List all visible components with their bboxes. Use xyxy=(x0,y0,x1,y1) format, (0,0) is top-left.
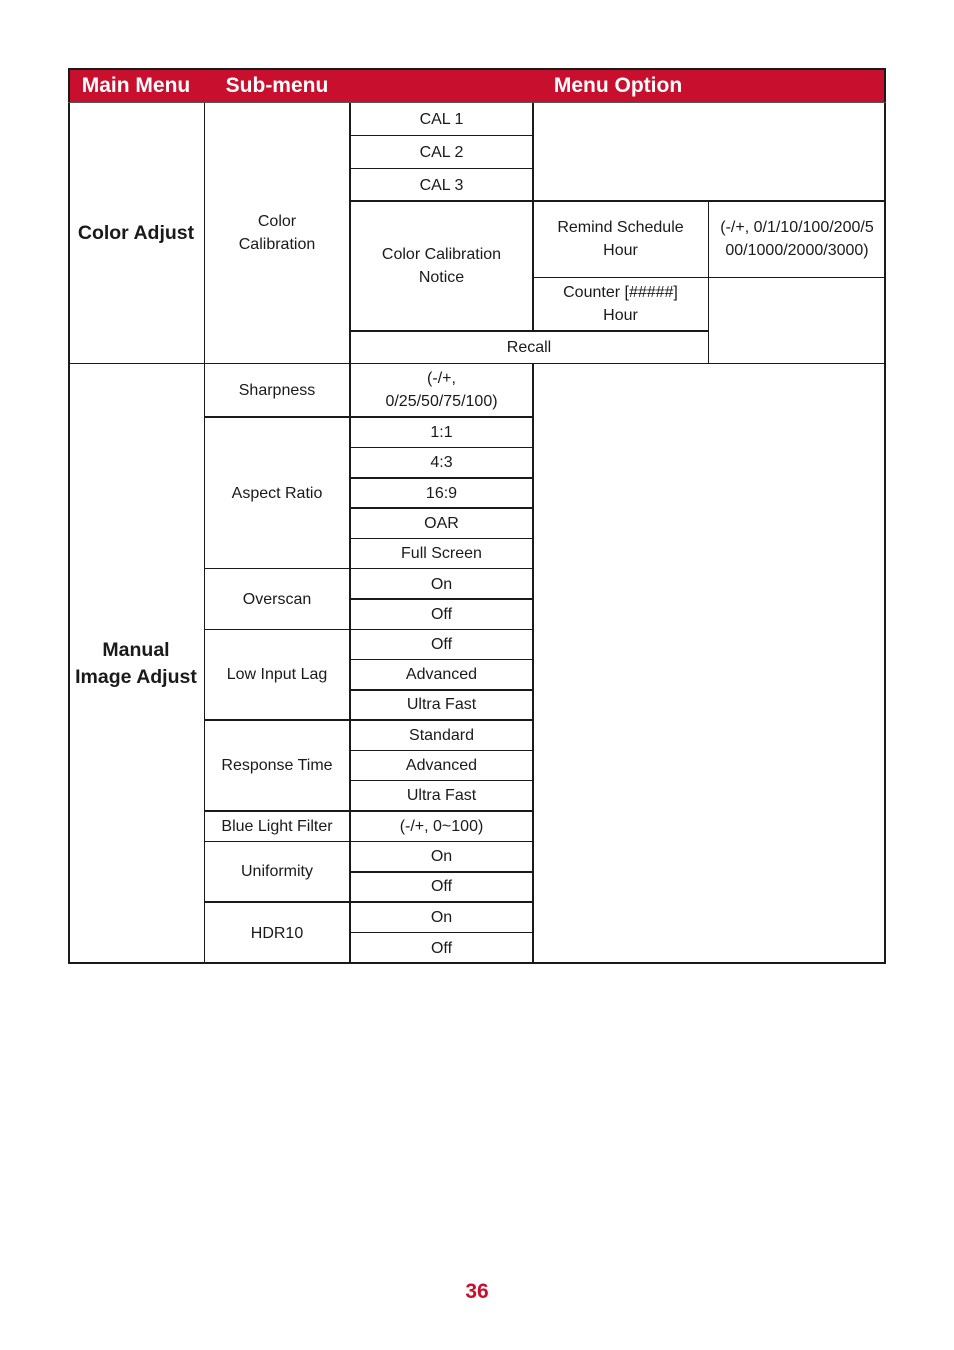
table-border-top xyxy=(68,68,886,70)
option-low-input-lag-off: Off xyxy=(430,635,453,653)
sub-menu-color-calibration: Color Calibration xyxy=(238,213,316,253)
sub-menu-overscan: Overscan xyxy=(242,590,312,608)
option-counter-hour: Counter [#####] Hour xyxy=(563,284,678,324)
hline-cal3 xyxy=(350,200,886,202)
hline-aspect-1 xyxy=(350,447,533,448)
col-divider-3-bottom xyxy=(532,363,534,964)
option-color-calibration-notice: Color Calibration Notice xyxy=(381,246,502,286)
hline-overscan-1 xyxy=(350,598,533,600)
hline-blf-end xyxy=(204,841,533,842)
page-number: 36 xyxy=(465,1280,489,1303)
option-low-input-lag-advanced: Advanced xyxy=(405,665,478,683)
header-divider xyxy=(68,102,886,103)
table-border-left xyxy=(68,68,70,964)
hline-cal2 xyxy=(350,168,533,169)
col-divider-2 xyxy=(349,103,351,964)
option-cal-3: CAL 3 xyxy=(419,176,464,194)
option-response-time-standard: Standard xyxy=(409,726,474,744)
hline-hdr-1 xyxy=(350,932,533,933)
sub-menu-aspect-ratio: Aspect Ratio xyxy=(231,484,323,502)
sub-menu-hdr10: HDR10 xyxy=(250,924,304,942)
option-aspect-full-screen: Full Screen xyxy=(401,545,482,562)
hline-cal1 xyxy=(350,135,533,136)
hline-rt-2 xyxy=(350,780,533,781)
col-divider-4 xyxy=(708,201,709,363)
option-low-input-lag-ultra-fast: Ultra Fast xyxy=(406,696,477,713)
sub-menu-sharpness: Sharpness xyxy=(238,381,316,399)
col-divider-1 xyxy=(204,103,205,964)
sub-menu-low-input-lag: Low Input Lag xyxy=(226,666,328,683)
hline-aspect-end xyxy=(204,568,533,569)
option-aspect-4-3: 4:3 xyxy=(430,454,453,471)
hline-remind xyxy=(533,277,886,278)
hline-rt-1 xyxy=(350,750,533,751)
option-hdr10-off: Off xyxy=(430,939,453,957)
option-sharpness-value: (-/+, 0/25/50/75/100) xyxy=(385,370,498,410)
option-remind-schedule-hour: Remind Schedule Hour xyxy=(557,219,684,259)
hline-lag-end xyxy=(204,719,533,721)
hline-overscan-end xyxy=(204,629,533,630)
option-overscan-off: Off xyxy=(430,605,453,623)
hline-sharpness xyxy=(204,416,533,418)
hline-lag-2 xyxy=(350,689,533,691)
header-main-menu: Main Menu xyxy=(68,68,204,103)
hline-uni-1 xyxy=(350,871,533,873)
hline-uni-end xyxy=(204,901,533,903)
hline-aspect-3 xyxy=(350,507,533,509)
header-menu-option: Menu Option xyxy=(350,68,886,103)
option-uniformity-off: Off xyxy=(430,878,453,895)
option-aspect-16-9: 16:9 xyxy=(425,484,458,502)
hline-aspect-4 xyxy=(350,538,533,539)
option-overscan-on: On xyxy=(430,575,453,593)
option-cal-2: CAL 2 xyxy=(419,144,464,161)
option-remind-schedule-values: (-/+, 0/1/10/100/200/500/1000/2000/3000) xyxy=(720,219,874,259)
option-blue-light-filter-value: (-/+, 0~100) xyxy=(399,817,484,835)
col-divider-3-top xyxy=(532,103,534,331)
option-aspect-oar: OAR xyxy=(424,514,459,532)
sub-menu-blue-light-filter: Blue Light Filter xyxy=(221,817,333,835)
sub-menu-uniformity: Uniformity xyxy=(240,863,313,880)
sub-menu-response-time: Response Time xyxy=(221,757,333,774)
option-hdr10-on: On xyxy=(430,908,453,926)
option-aspect-1-1: 1:1 xyxy=(430,423,453,441)
option-uniformity-on: On xyxy=(430,847,453,865)
main-menu-color-adjust: Color Adjust xyxy=(77,221,195,244)
menu-table xyxy=(68,68,886,964)
hline-rt-end xyxy=(204,810,533,812)
hline-aspect-2 xyxy=(350,477,533,479)
table-border-bottom xyxy=(68,962,886,964)
table-border-right xyxy=(884,68,886,964)
main-menu-manual-image-adjust: Manual Image Adjust xyxy=(75,638,197,688)
header-sub-menu: Sub-menu xyxy=(204,68,350,103)
option-response-time-ultra-fast: Ultra Fast xyxy=(406,787,477,804)
option-response-time-advanced: Advanced xyxy=(405,756,478,774)
option-cal-1: CAL 1 xyxy=(419,111,464,128)
hline-notice xyxy=(350,330,708,332)
option-recall: Recall xyxy=(506,338,552,356)
section-divider xyxy=(68,363,886,364)
hline-lag-1 xyxy=(350,659,533,660)
